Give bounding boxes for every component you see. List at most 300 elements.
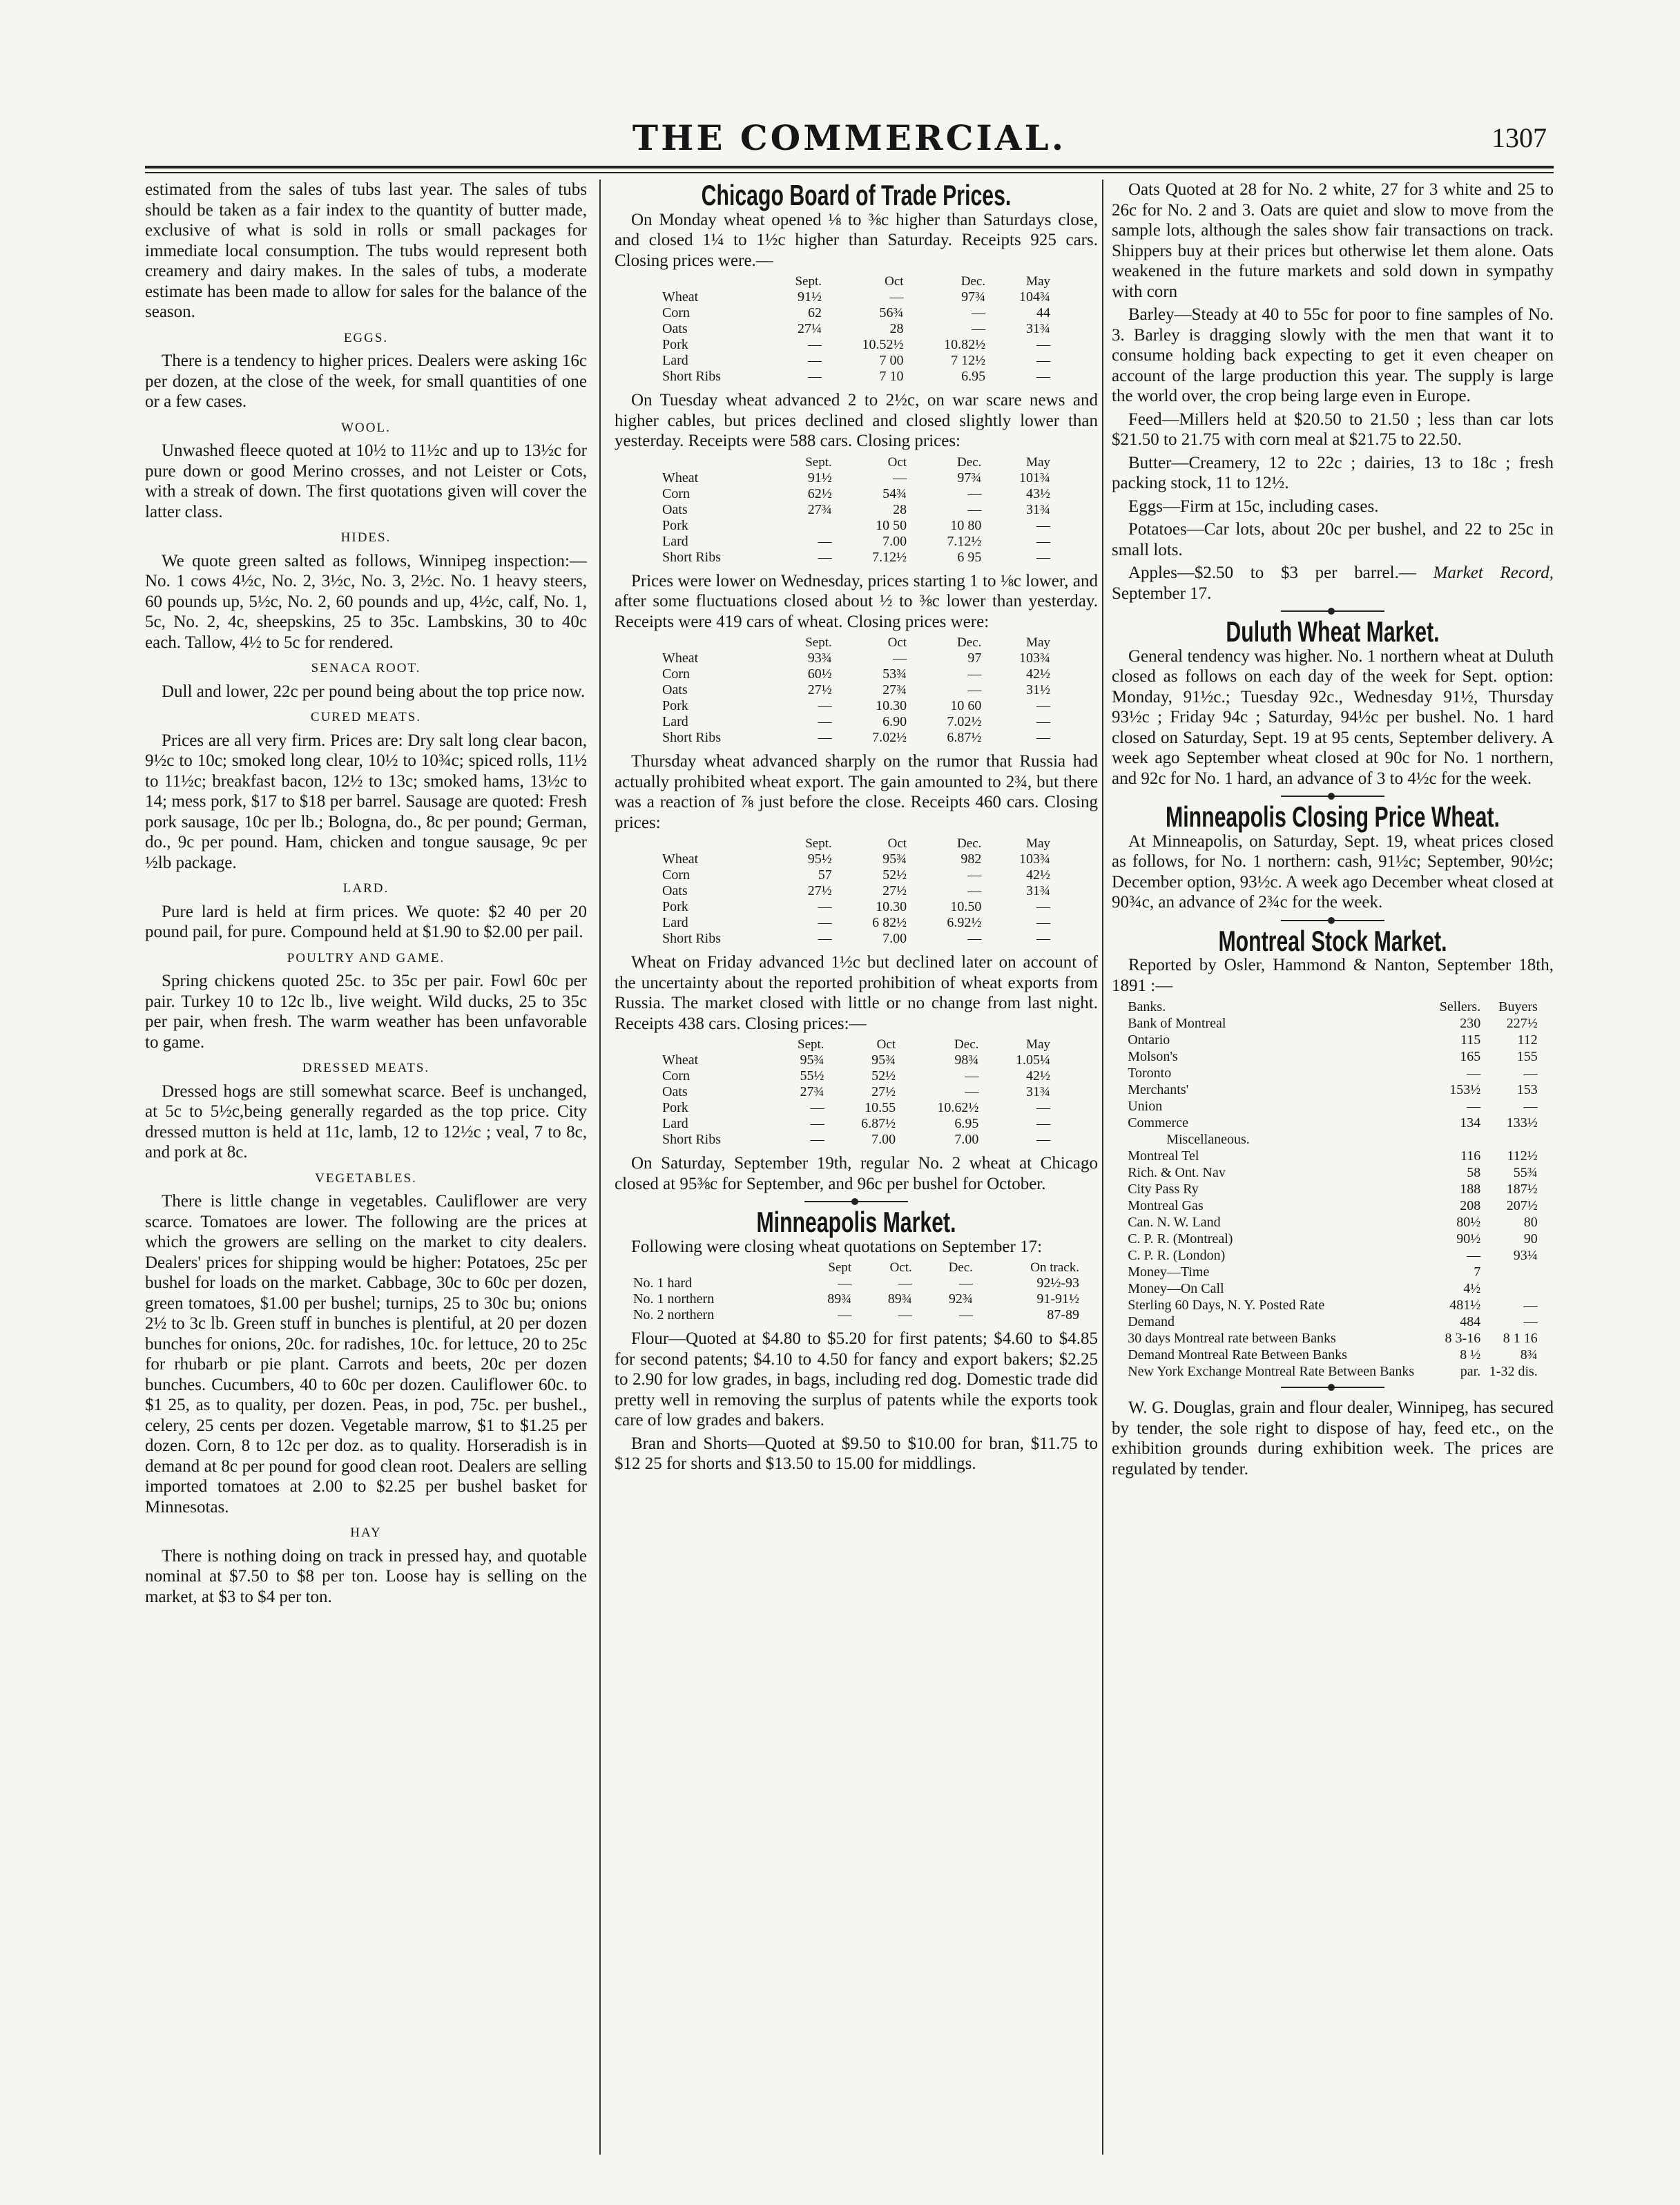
tuesday-price-table (658, 454, 1054, 566)
row-label: No. 2 northern (633, 1307, 715, 1322)
price-cell: — (838, 1275, 852, 1291)
price-cell: 43½ (1026, 485, 1050, 501)
price-cell: 230 (1460, 1016, 1481, 1031)
price-cell: 95¾ (882, 851, 907, 867)
price-cell: 6.95 (961, 369, 986, 384)
price-cell: 104¾ (1019, 289, 1050, 305)
price-cell: — (1467, 1099, 1481, 1114)
column-header: Oct (876, 1037, 896, 1052)
price-cell: — (889, 289, 904, 305)
price-cell: — (810, 1100, 824, 1115)
table-row (658, 470, 1054, 486)
price-cell: 153 (1516, 1082, 1538, 1097)
row-label: No. 1 northern (633, 1291, 715, 1307)
row-label: Can. N. W. Land (1128, 1215, 1221, 1230)
price-cell: — (898, 1275, 912, 1291)
table-row (1125, 1148, 1541, 1164)
row-label: Sterling 60 Days, N. Y. Posted Rate (1128, 1298, 1325, 1313)
price-cell: 103¾ (1019, 651, 1050, 666)
table-row (629, 1275, 1083, 1291)
row-label: City Pass Ry (1128, 1182, 1199, 1197)
friday-paragraph: Wheat on Friday advanced 1½c but declined later on account of the uncertainty about the reported prohibition of wheat exports from Russia. The market closed with little or no change from last night. Receipts 438 cars. Closing prices:— (615, 953, 1098, 1033)
price-cell: 44 (1036, 305, 1050, 320)
price-cell: 165 (1460, 1049, 1481, 1064)
wednesday-paragraph: Prices were lower on Wednesday, prices starting 1 to ⅛c lower, and after some fluctuations closed about ½ to ⅜c lower than yesterday. Receipts were 419 cars of wheat. Closing prices were: (615, 571, 1098, 631)
price-cell: — (1036, 337, 1050, 352)
price-cell: 98¾ (954, 1052, 979, 1068)
price-cell: 10.82½ (944, 337, 986, 352)
column-2 (615, 180, 1098, 2161)
column-header: Sellers. (1439, 999, 1481, 1014)
column-header: Sept. (795, 274, 822, 289)
table-row (1125, 1032, 1541, 1048)
row-label: Pork (662, 517, 688, 533)
column-header: Dec. (960, 274, 986, 289)
price-cell: 6.87½ (947, 730, 982, 745)
row-label: Short Ribs (662, 730, 722, 745)
hay-paragraph: There is nothing doing on track in pressed hay, and quotable nominal at $7.50 to $8 per ton. Loose hay is selling on the market, at $3 to $4 per ton. (145, 1546, 587, 1606)
price-cell: 188 (1460, 1182, 1481, 1197)
price-cell: 62 (807, 305, 822, 320)
price-cell: 57 (818, 867, 832, 883)
table-row (1125, 1297, 1541, 1313)
column-header: Buyers (1498, 999, 1538, 1014)
price-cell: 6.95 (954, 1116, 979, 1131)
table-row (658, 1052, 1054, 1068)
price-cell: 7.00 (882, 533, 907, 549)
price-cell: 8¾ (1520, 1347, 1538, 1363)
price-cell: 116 (1460, 1148, 1481, 1164)
table-row (658, 486, 1054, 502)
price-cell: — (965, 1084, 979, 1099)
price-cell: — (818, 714, 832, 729)
row-label: Corn (662, 305, 690, 320)
column-header: Sept. (805, 635, 832, 650)
row-label: Wheat (662, 851, 699, 867)
seneca-heading: SENACA ROOT. (311, 661, 421, 675)
vegetables-heading: VEGETABLES. (315, 1171, 417, 1186)
price-cell: — (838, 1307, 852, 1322)
price-cell: 87-89 (1047, 1307, 1079, 1322)
row-label: Wheat (662, 289, 699, 305)
price-cell: — (1036, 517, 1050, 533)
header-cell (658, 635, 775, 651)
table-row (658, 931, 1054, 947)
price-cell: 91½ (807, 470, 832, 485)
table-row (658, 682, 1054, 698)
price-cell: 54¾ (882, 485, 907, 501)
table-header-row (658, 1037, 1054, 1052)
price-cell: 93¾ (807, 651, 832, 666)
row-label: Corn (662, 666, 690, 682)
hides-paragraph: We quote green salted as follows, Winnipeg inspection:—No. 1 cows 4½c, No. 2, 3½c, No. 3, 2½c. No. 1 heavy steers, 60 pounds up, 5½c, No. 2, 60 pounds and up, 4½c, calf, No. 1, 5c, No. 2, 4c, sheepskins, 25 to 35c. Lambskins, 30 to 40c each. Tallow, 4½ to 5c for rendered. (145, 551, 587, 652)
price-cell: 27½ (807, 682, 832, 697)
oats-paragraph: Oats Quoted at 28 for No. 2 white, 27 for 3 white and 25 to 26c for No. 2 and 3. Oats are quiet and slow to move from the sample lots, although the sales show fair transactions on track. Shippers buy at their prices but otherwise let them alone. Oats weakened in the future markets and sold down in sympathy with corn (1112, 180, 1554, 301)
table-row (1125, 1313, 1541, 1330)
minneapolis-closing-paragraph: At Minneapolis, on Saturday, Sept. 19, wheat prices closed as follows, for No. 1 northern: cash, 91½c; September, 90½c; December option, 93½c. A week ago December wheat closed at 90¾c, an advance of 2¾c for the week. (1112, 831, 1554, 912)
price-cell: 52½ (882, 867, 907, 883)
price-cell: — (1036, 915, 1050, 930)
row-label: Molson's (1128, 1049, 1178, 1064)
price-cell: — (898, 1307, 912, 1322)
price-cell: — (818, 915, 832, 930)
table-row (1125, 1065, 1541, 1081)
price-cell: 7.02½ (872, 730, 907, 745)
table-header-row (629, 1260, 1083, 1275)
price-cell: 1.05¼ (1016, 1052, 1050, 1068)
dressed-meats-paragraph: Dressed hogs are still somewhat scarce. Beef is unchanged, at 5c to 5½c,being generally regarded as the top price. City dressed mutton is held at 11c, lamb, 12 to 12½c ; veal, 7 to 8c, and pork at 8c. (145, 1081, 587, 1162)
row-label: Union (1128, 1099, 1163, 1114)
table-row (629, 1307, 1083, 1323)
table-row (658, 1084, 1054, 1100)
price-cell: — (1036, 698, 1050, 713)
price-cell: 7 00 (879, 353, 904, 368)
douglas-paragraph: W. G. Douglas, grain and flour dealer, Winnipeg, has secured by tender, the sole right to dispose of hay, feed etc., on the exhibition grounds during exhibition week. The prices are regulated by tender. (1112, 1398, 1554, 1479)
column-header: Oct (887, 635, 907, 650)
row-label: Oats (662, 1084, 688, 1099)
price-cell: 31¾ (1026, 321, 1050, 336)
cured-meats-heading: CURED MEATS. (310, 710, 422, 724)
column-header: Dec. (954, 1037, 979, 1052)
potatoes-paragraph: Potatoes—Car lots, about 20c per bushel, and 22 to 25c in small lots. (1112, 520, 1554, 559)
row-label: Wheat (662, 470, 699, 485)
price-cell: 7.00 (871, 1132, 896, 1147)
price-cell: 7.00 (954, 1132, 979, 1147)
price-cell: 7.12½ (947, 533, 982, 549)
price-cell: 207½ (1506, 1198, 1538, 1213)
row-label: Oats (662, 883, 688, 898)
table-row (658, 883, 1054, 899)
price-cell: 42½ (1026, 867, 1050, 883)
table-header-row (658, 635, 1054, 651)
row-label: Lard (662, 533, 688, 549)
row-label: Rich. & Ont. Nav (1128, 1165, 1226, 1180)
thursday-paragraph: Thursday wheat advanced sharply on the rumor that Russia had actually prohibited wheat export. The gain amounted to 2¾, but there was a reaction of ⅞ just before the close. Receipts 460 cars. Closing prices: (615, 752, 1098, 832)
table-row (658, 851, 1054, 867)
eggs-paragraph: There is a tendency to higher prices. Dealers were asking 16c per dozen, at the close of the week, for small quantities of one or a few cases. (145, 352, 587, 411)
price-cell: — (967, 485, 982, 501)
price-cell: 1-32 dis. (1489, 1364, 1538, 1379)
column-header: Dec. (957, 454, 982, 470)
tuesday-paragraph: On Tuesday wheat advanced 2 to 2½c, on war scare news and higher cables, but prices declined and closed slightly lower than yesterday. Receipts were 588 cars. Closing prices: (615, 391, 1098, 450)
price-cell: 95¾ (871, 1052, 896, 1068)
apples-paragraph (1112, 563, 1554, 604)
table-row (1125, 1247, 1541, 1264)
duluth-paragraph: General tendency was higher. No. 1 northern wheat at Duluth closed as follows on each day of the week for Sept. option: Monday, 91½c.; Tuesday 92c., Wednesday 91½, Thursday 93½c ; Friday 94c ; Saturday, 94½c per bushel. No. 1 hard closed on Saturday, Sept. 19 at 95 cents, September delivery. A week ago September wheat closed at 90c for No. 1 northern, and 92c for No. 1 hard, an advance of 3 to 4½c for the week. (1112, 646, 1554, 788)
price-cell: 92¾ (948, 1291, 973, 1307)
price-cell: 27½ (882, 883, 907, 898)
price-cell: 89¾ (827, 1291, 852, 1307)
price-cell: 10.50 (950, 899, 982, 914)
table-row (1125, 1280, 1541, 1297)
row-label: Pork (662, 899, 688, 914)
price-cell: 481½ (1449, 1298, 1481, 1313)
price-cell: — (807, 353, 822, 368)
price-cell: 10.62½ (937, 1100, 979, 1115)
table-row (658, 698, 1054, 714)
price-cell: 95½ (807, 851, 832, 867)
price-cell: 90½ (1456, 1231, 1481, 1246)
table-row (1125, 1231, 1541, 1247)
row-label: Montreal Tel (1128, 1148, 1199, 1164)
price-cell: — (958, 1275, 973, 1291)
price-cell: 31¾ (1026, 883, 1050, 898)
row-label: C. P. R. (London) (1128, 1248, 1226, 1263)
price-cell: 27½ (807, 883, 832, 898)
vegetables-paragraph: There is little change in vegetables. Cauliflower are very scarce. Tomatoes are lower. The following are the prices at which the growers are selling on the market to city dealers. Dealers' prices for shipping would be higher: Potatoes, 25c per bushel for loads on the market. Cabbage, 30c to 60c per dozen, green tomatoes, $1.00 per bushel; turnips, 25 to 30c bu; onions 2½ to 3c lb. Green stuff in bunches is plentiful, at 20 per dozen bunches for onions, 20c. for radishes, 10c. for lettuce, 20 to 25c for rhubarb or pie plant. Carrots and beets, 20c per dozen bunches. Cucumbers, 40 to 60c per dozen. Cauliflower 60c. to $1 25, as to quality, per dozen. Peas, in pod, 75c. per bushel., celery, 25 cents per dozen. Vegetable marrow, $1 to $1.25 per dozen. Corn, 8 to 12c per doz. as to quality. Horseradish is in demand at 8c per pound for good clean root. Dealers are selling imported tomatoes at 2.00 to $2.25 per bushel basket for Minnesotas. (145, 1192, 587, 1516)
price-cell: — (818, 698, 832, 713)
column-3 (1112, 180, 1554, 2161)
montreal-intro: Reported by Osler, Hammond & Nanton, September 18th, 1891 :— (1112, 956, 1554, 995)
table-row (658, 714, 1054, 730)
header-cell (658, 273, 769, 289)
price-cell: — (1036, 369, 1050, 384)
price-cell: 6 95 (957, 549, 982, 565)
table-row (658, 730, 1054, 746)
price-cell: — (1036, 1100, 1050, 1115)
header-rule (145, 166, 1554, 168)
price-cell: — (1036, 1132, 1050, 1147)
bran-paragraph: Bran and Shorts—Quoted at $9.50 to $10.00 for bran, $11.75 to $12 25 for shorts and $13.50 to 15.00 for middlings. (615, 1434, 1098, 1473)
section-separator (804, 1201, 908, 1205)
price-cell: 91½ (797, 289, 822, 305)
table-row (658, 321, 1054, 337)
price-cell: 27¾ (807, 501, 832, 517)
section-separator (1281, 920, 1384, 924)
table-row (1125, 1164, 1541, 1181)
table-row (658, 666, 1054, 682)
eggs-heading: EGGS. (343, 330, 389, 345)
butter-paragraph: Butter—Creamery, 12 to 22c ; dairies, 13 to 18c ; fresh packing stock, 11 to 12½. (1112, 453, 1554, 492)
chicago-heading: Chicago Board of Trade Prices. (701, 180, 1012, 211)
price-cell: — (818, 549, 832, 565)
price-cell: 7 12½ (951, 353, 986, 368)
price-cell: 6.92½ (947, 915, 982, 930)
price-cell: 155 (1516, 1049, 1538, 1064)
price-cell: 8 3-16 (1445, 1331, 1481, 1346)
duluth-heading: Duluth Wheat Market. (1226, 615, 1440, 648)
price-cell: 91-91½ (1036, 1291, 1079, 1307)
table-row (658, 502, 1054, 518)
montreal-stock-table (1125, 999, 1541, 1380)
row-label: Short Ribs (662, 549, 722, 565)
price-cell: 10.55 (865, 1100, 896, 1115)
lard-heading: LARD. (342, 881, 389, 896)
table-row (1125, 1081, 1541, 1098)
price-cell: 95¾ (800, 1052, 824, 1068)
hay-heading: HAY (350, 1525, 382, 1540)
price-cell: 4½ (1463, 1281, 1481, 1296)
price-cell: 90 (1523, 1231, 1538, 1246)
price-cell: — (967, 501, 982, 517)
dressed-meats-heading: DRESSED MEATS. (302, 1061, 430, 1075)
section-separator (1281, 610, 1384, 615)
price-cell: — (965, 1068, 979, 1084)
section-separator (1281, 796, 1384, 800)
row-label: Toronto (1128, 1066, 1172, 1081)
column-header: Dec. (957, 635, 982, 650)
row-label: Wheat (662, 651, 699, 666)
column-header: Dec. (948, 1260, 973, 1275)
newspaper-title: THE COMMERCIAL. (632, 117, 1067, 158)
price-cell: — (1036, 549, 1050, 565)
table-row (658, 1132, 1054, 1148)
price-cell: — (810, 1132, 824, 1147)
row-label: Pork (662, 698, 688, 713)
row-label: C. P. R. (Montreal) (1128, 1231, 1233, 1246)
row-label: Ontario (1128, 1032, 1170, 1048)
price-cell: 97¾ (961, 289, 986, 305)
row-label: Corn (662, 867, 690, 883)
price-cell: 27¾ (882, 682, 907, 697)
column-header: May (1026, 836, 1050, 851)
header-rule-thin (145, 172, 1554, 173)
price-cell: 112½ (1507, 1148, 1538, 1164)
price-cell: — (972, 305, 986, 320)
price-cell: 31½ (1026, 682, 1050, 697)
column-1 (145, 180, 587, 2161)
header-cell (658, 454, 775, 470)
price-cell: par. (1460, 1364, 1481, 1379)
row-label: Lard (662, 1116, 688, 1131)
masthead (145, 117, 1554, 159)
price-cell: 112 (1517, 1032, 1538, 1048)
row-label: Oats (662, 321, 688, 336)
column-header: May (1026, 1037, 1050, 1052)
price-cell: 80½ (1456, 1215, 1481, 1230)
apples-source: Market Record, (1433, 564, 1554, 582)
price-cell: 92½-93 (1036, 1275, 1079, 1291)
table-row (1125, 1330, 1541, 1347)
price-cell: 7 10 (879, 369, 904, 384)
page-number: 1307 (1491, 122, 1547, 153)
price-cell: 133½ (1506, 1115, 1538, 1130)
price-cell: 89¾ (887, 1291, 912, 1307)
poultry-paragraph: Spring chickens quoted 25c. to 35c per pair. Fowl 60c per pair. Turkey 10 to 12c lb., live weight. Wild ducks, 25 to 35c per pair, when fresh. The warm weather has been unfavorable to game. (145, 972, 587, 1052)
price-cell (775, 518, 836, 534)
table-row (658, 369, 1054, 385)
row-label: Pork (662, 1100, 688, 1115)
column-header: Dec. (957, 836, 982, 851)
column-header: Sept. (805, 836, 832, 851)
price-cell: 10 50 (876, 517, 907, 533)
price-cell: 62½ (807, 485, 832, 501)
row-label: Oats (662, 501, 688, 517)
price-cell: — (972, 321, 986, 336)
price-cell: 103¾ (1019, 851, 1050, 867)
column-header: Oct (887, 836, 907, 851)
minneapolis-price-table (629, 1260, 1083, 1323)
monday-price-table (658, 273, 1054, 385)
price-cell: 55½ (800, 1068, 824, 1084)
price-cell: 10.30 (876, 698, 907, 713)
column-divider (1102, 180, 1103, 2155)
table-row (1125, 1115, 1541, 1131)
minneapolis-closing-heading: Minneapolis Closing Price Wheat. (1166, 800, 1500, 833)
price-cell: 28 (889, 321, 904, 336)
price-cell: — (818, 899, 832, 914)
column-divider (599, 180, 601, 2155)
column-header: On track. (1030, 1260, 1079, 1275)
column-header: Sept (828, 1260, 852, 1275)
friday-price-table (658, 1037, 1054, 1148)
header-cell (658, 1037, 770, 1052)
price-cell: — (967, 931, 982, 946)
price-cell: 28 (893, 501, 907, 517)
price-cell: 27¾ (800, 1084, 824, 1099)
butter-continued: estimated from the sales of tubs last year. The sales of tubs should be taken as a fair index to the quantity of butter made, exclusive of what is sold in rolls or small packages for immediate local consumption. The tubs would represent both creamery and dairy makes. In the sales of tubs, a moderate estimate has been made to allow for sales for the balance of the season. (145, 180, 587, 321)
table-row (658, 651, 1054, 666)
price-cell: — (807, 369, 822, 384)
price-cell: 31¾ (1026, 1084, 1050, 1099)
price-cell: 93¼ (1513, 1248, 1538, 1263)
price-cell: 8 1 16 (1503, 1331, 1538, 1346)
stock-header-row (1125, 999, 1541, 1015)
row-label: Oats (662, 682, 688, 697)
price-cell: — (1523, 1314, 1538, 1329)
table-row (658, 518, 1054, 534)
row-label: Short Ribs (662, 1132, 722, 1147)
price-cell: — (1523, 1298, 1538, 1313)
price-cell: 7.12½ (872, 549, 907, 565)
table-row (629, 1291, 1083, 1307)
table-row (658, 899, 1054, 915)
table-row (658, 915, 1054, 931)
price-cell: — (1467, 1248, 1481, 1263)
price-cell: — (1523, 1066, 1538, 1081)
row-label: 30 days Montreal rate between Banks (1128, 1331, 1336, 1346)
column-header: May (1026, 454, 1050, 470)
price-cell: 7.00 (882, 931, 907, 946)
row-label: Corn (662, 485, 690, 501)
price-cell: — (818, 931, 832, 946)
table-row (1125, 1363, 1541, 1380)
price-cell: 60½ (807, 666, 832, 682)
price-cell: 153½ (1449, 1082, 1481, 1097)
price-cell: — (1036, 931, 1050, 946)
price-cell: 55¾ (1513, 1165, 1538, 1180)
price-cell: 80 (1523, 1215, 1538, 1230)
wednesday-price-table (658, 635, 1054, 746)
column-header: Oct (887, 454, 907, 470)
table-row (1125, 1015, 1541, 1032)
price-cell: — (807, 337, 822, 352)
price-cell: 6 82½ (872, 915, 907, 930)
column-header: May (1026, 635, 1050, 650)
price-cell: — (1467, 1066, 1481, 1081)
row-label: Commerce (1128, 1115, 1188, 1130)
price-cell: — (818, 730, 832, 745)
table-row (658, 867, 1054, 883)
table-row (658, 1116, 1054, 1132)
section-separator (1281, 1387, 1384, 1391)
price-cell: — (967, 666, 982, 682)
price-cell: 7.02½ (947, 714, 982, 729)
row-label: Wheat (662, 1052, 699, 1068)
column-header: May (1026, 274, 1050, 289)
price-cell: 97 (967, 651, 982, 666)
price-cell: — (1036, 353, 1050, 368)
price-cell: 8 ½ (1460, 1347, 1481, 1363)
column-header: Oct (885, 274, 904, 289)
price-cell: 31¾ (1026, 501, 1050, 517)
row-label: Lard (662, 353, 688, 368)
table-row (658, 337, 1054, 353)
price-cell: 42½ (1026, 1068, 1050, 1084)
flour-paragraph: Flour—Quoted at $4.80 to $5.20 for first patents; $4.60 to $4.85 for second patents; $4.10 to 4.50 for fancy and export bakers; $2.25 to 2.90 for low grades, in bags, including red dog. Domestic trade did pretty well in removing the surplus of patents while the exports took care of low grades and bakers. (615, 1329, 1098, 1429)
row-label: Money—On Call (1128, 1281, 1224, 1296)
thursday-price-table (658, 836, 1054, 947)
